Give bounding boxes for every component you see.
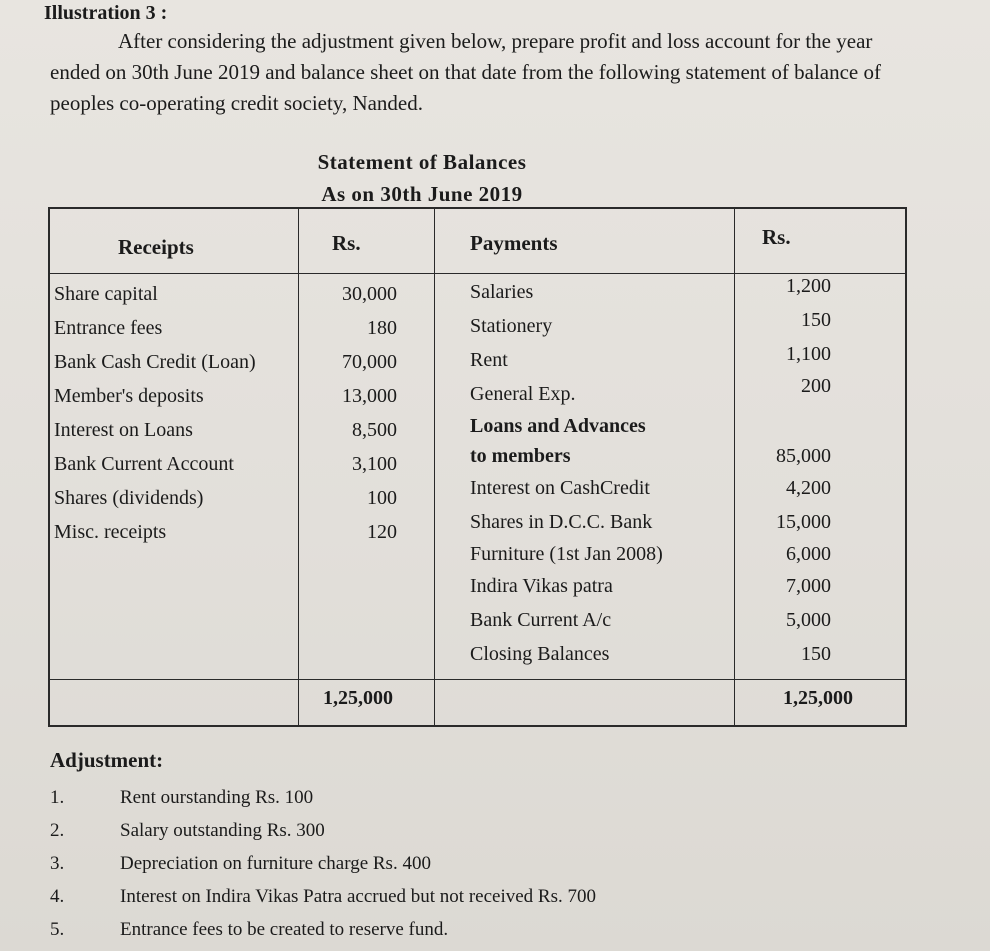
intro-text: After considering the adjustment given below, prepare profit and loss account for the year ended on 30th June 2019 and balance sheet on that date from the following statement of balance of peoples co-operating credit society, Nanded.	[50, 29, 881, 115]
receipt-amount: 30,000	[342, 283, 397, 305]
adjustment-number: 2.	[50, 820, 65, 841]
payment-amount: 1,100	[786, 343, 831, 365]
payment-label: Closing Balances	[470, 643, 610, 665]
receipt-label: Entrance fees	[54, 317, 163, 339]
receipt-amount: 120	[367, 521, 397, 543]
adjustment-item	[50, 853, 431, 875]
payment-label: to members	[470, 445, 571, 467]
receipt-label: Bank Cash Credit (Loan)	[54, 351, 256, 373]
payment-label: Shares in D.C.C. Bank	[470, 511, 653, 533]
adjustment-text: Depreciation on furniture charge Rs. 400	[120, 853, 431, 874]
adjustment-number: 5.	[50, 919, 65, 940]
payment-amount: 7,000	[786, 575, 831, 597]
adjustment-item	[50, 919, 448, 941]
payment-amount: 85,000	[776, 445, 831, 467]
total-receipts: 1,25,000	[323, 687, 393, 709]
payment-label: Bank Current A/c	[470, 609, 612, 631]
receipt-label: Misc. receipts	[54, 521, 167, 543]
payment-label: Indira Vikas patra	[470, 575, 613, 597]
payment-label: Loans and Advances	[470, 415, 646, 437]
payment-label: Salaries	[470, 281, 534, 303]
receipt-amount: 8,500	[352, 419, 397, 441]
statement-title: Statement of Balances	[317, 150, 527, 174]
adjustment-text: Entrance fees to be created to reserve fund.	[120, 919, 449, 940]
payment-amount: 4,200	[786, 477, 831, 499]
receipt-amount: 13,000	[342, 385, 397, 407]
adjustment-number: 1.	[50, 787, 65, 808]
adjustment-number: 4.	[50, 886, 65, 907]
receipt-label: Interest on Loans	[54, 419, 193, 441]
payment-label: Interest on CashCredit	[470, 477, 650, 499]
header-payments: Payments	[470, 231, 558, 255]
payment-amount: 200	[801, 375, 831, 397]
payment-amount: 150	[801, 309, 831, 331]
adjustment-text: Salary outstanding Rs. 300	[120, 820, 325, 841]
illustration-title: Illustration 3 :	[44, 2, 168, 24]
payment-label: General Exp.	[470, 383, 576, 405]
adjustment-heading: Adjustment:	[50, 748, 164, 772]
receipt-amount: 70,000	[342, 351, 397, 373]
adjustment-text: Interest on Indira Vikas Patra accrued but not received Rs. 700	[120, 886, 596, 907]
receipt-label: Member's deposits	[54, 385, 204, 407]
intro-paragraph	[50, 26, 910, 119]
payment-amount: 1,200	[786, 275, 831, 297]
payment-amount: 5,000	[786, 609, 831, 631]
adjustment-item	[50, 886, 596, 908]
payment-label: Stationery	[470, 315, 553, 337]
payment-amount: 15,000	[776, 511, 831, 533]
adjustment-text: Rent ourstanding Rs. 100	[120, 787, 314, 808]
header-receipts: Receipts	[118, 235, 194, 259]
balances-table	[48, 207, 907, 727]
payment-label: Furniture (1st Jan 2008)	[470, 543, 663, 565]
receipt-amount: 3,100	[352, 453, 397, 475]
column-divider	[734, 209, 735, 725]
header-divider	[50, 273, 905, 274]
payment-label: Rent	[470, 349, 508, 371]
statement-subtitle: As on 30th June 2019	[321, 182, 523, 206]
total-payments: 1,25,000	[783, 687, 853, 709]
header-rs-receipts: Rs.	[332, 231, 361, 255]
receipt-amount: 180	[367, 317, 397, 339]
receipt-label: Bank Current Account	[54, 453, 234, 475]
adjustment-item	[50, 820, 325, 842]
payment-amount: 150	[801, 643, 831, 665]
column-divider	[298, 209, 299, 725]
total-divider	[50, 679, 905, 680]
receipt-label: Shares (dividends)	[54, 487, 204, 509]
header-rs-payments: Rs.	[762, 225, 791, 249]
payment-amount: 6,000	[786, 543, 831, 565]
column-divider	[434, 209, 435, 725]
adjustment-number: 3.	[50, 853, 65, 874]
receipt-label: Share capital	[54, 283, 158, 305]
adjustment-item	[50, 787, 313, 809]
receipt-amount: 100	[367, 487, 397, 509]
